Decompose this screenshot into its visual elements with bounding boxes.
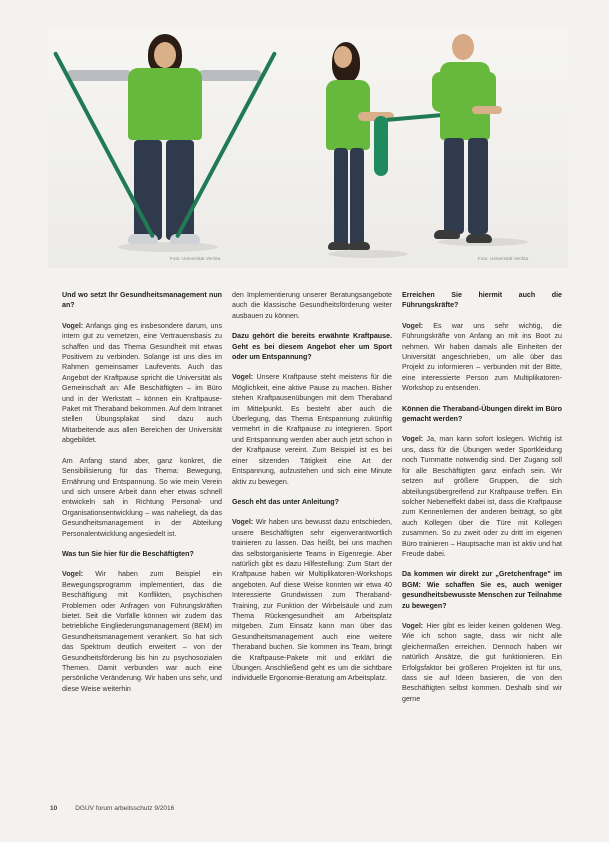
answer-text: Wir haben uns bewusst dazu entschieden, unsere Beschäftigten sehr eigenverantwortlich trainieren zu lassen. Das heißt, bei uns machen das selbstorganisierte Teams in Eigenregie. Aber natürlich gibt es dazu Hilfestellung: Zum Start der Kraftpause haben wir Multiplikatoren-Workshops angeboten. Auf diese Weise konnten wir etwa 40 Interessierte Grundwissen zum Theraband-Training, zur Funktion der Wirbelsäule und zum Thema Rückengesundheit am Arbeitsplatz mitgeben. Zum Einsatz kann man über das Gesundheitsmanagement auch eine weitere Theraband buchen. Sie kommen ins Team, bringt die Kraftpause-Pakete mit und erklärt die Übungen. Anschließend geht es um die sichtbare individuelle Ergonomie-Beratung am Arbeitsplatz.	[232, 518, 392, 683]
text-column-2	[232, 290, 392, 694]
speaker-label: Vogel:	[232, 373, 254, 382]
answer	[232, 372, 392, 486]
speaker-label: Vogel:	[62, 570, 84, 579]
answer-text: Hier gibt es leider keinen goldenen Weg. Wie ich schon sagte, dass wir nicht alle gleichermaßen erreichen. Dennoch haben wir natürlich Ansätze, die gut funktionieren. Ein Erfolgsfaktor bei größeren Projekten ist für uns, dass sie auf Ideen basieren, die von den Beschäftigten selbst kommen. Deshalb sind wir gerne	[402, 621, 562, 703]
page-footer	[50, 805, 174, 812]
speaker-label: Vogel:	[402, 321, 424, 330]
answer-text: Es war uns sehr wichtig, die Führungskräfte von Anfang an mit ins Boot zu nehmen. Wir haben damals alle Einheiten der Universität angeschrieben, um alle über das Projekt zu informieren – verbunden mit der Bitte, eine interessierte Person zum Multiplikatoren-Workshop zu entsenden.	[402, 321, 562, 393]
speaker-label: Vogel:	[402, 621, 424, 630]
page-number: 10	[50, 805, 58, 812]
question: Dazu gehört die bereits erwähnte Kraftpause. Geht es bei diesem Angebot eher um Sport oder um Entspannung?	[232, 332, 392, 362]
answer	[232, 517, 392, 684]
woman-figure	[48, 28, 248, 268]
text-column-3	[402, 290, 562, 714]
answer	[402, 621, 562, 704]
answer	[62, 321, 222, 446]
answer-text: Ja, man kann sofort loslegen. Wichtig ist uns, dass für die Übungen weder Sportkleidung noch Turnmatte notwendig sind. Der Zugang soll für alle Beschäftigten ganz einfach sein. Wir setzen auf größere Gruppen, die sich abteilungsübergreifend zur Kraftpause treffen. Ein solcher Nebeneffekt dabei ist, dass die Kraftpause zum Kennenlernen der anderen beiträgt, so gibt auch Kollegen über die Türe mit Kollegen zusammen. So zu zweit oder zu dritt im eigenen Büro trainieren – Hauptsache man ist aktiv und hat Freude dabei.	[402, 435, 562, 558]
answer-text: Unsere Kraftpause steht meistens für die Möglichkeit, eine aktive Pause zu machen. Bisher stehen Kraftpausenübungen mit dem Theraband im Mittelpunkt. Es besteht aber auch die Überlegung, das Thema Entspannung zukünftig vermehrt in die Kraftpause zu integrieren. Sport und Entspannung werden aber auch jetzt schon in der Kraftpause vereint. Zum Beispiel ist es bei einer sitzenden Tätigkeit eine Art der Entspannung, aufzustehen und sich eine Minute aktiv zu bewegen.	[232, 373, 392, 486]
speaker-label: Vogel:	[62, 321, 84, 330]
answer-text: Anfangs ging es insbesondere darum, uns intern gut zu vernetzen, eine Vertrauensbasis zu schaffen und das Thema Gesundheit mit etwas Positivem zu verbinden. Solange ist uns dies im Rahmen gemeinsamer Laufevents. Auch das Angebot der Kraftpause spricht die Universität als Gemeinschaft an: Alle Beschäftigten – im Büro und in der Werkstatt – können ein Kraftpause-Paket mit Theraband bekommen. Auf dem Intranet stellen Übungsplakat sind dazu auch Mitarbeitende aus allen Bereichen der Universität abgebildet.	[62, 321, 222, 445]
question: Da kommen wir direkt zur „Gretchenfrage" im BGM: Wie schaffen Sie es, auch weniger gesundheitsbewusste Menschen zur Teilnahme zu bewegen?	[402, 570, 562, 610]
speaker-label: Vogel:	[232, 518, 254, 527]
answer	[62, 569, 222, 694]
question: Und wo setzt Ihr Gesundheitsmanagement nun an?	[62, 291, 222, 310]
pair-figure	[308, 28, 568, 268]
question: Können die Theraband-Übungen direkt im Büro gemacht werden?	[402, 404, 563, 424]
answer-text: Wir haben zum Beispiel ein Bewegungsprogramm implementiert, das die Beschäftigung mit Konflikten, psychischen Problemen oder Anfragen von Führungskräften bietet. Seit die Vorfälle können wir zudem das betriebliche Eingliederungsmanagement (BEM) im Gesundheitsmanagement verankert. So hat sich das Spektrum deutlich erweitert – von der Gesundheitsförderung bis hin zu psychosozialen Themen. Damit verbunden war auch eine persönliche Veränderung. Wir haben uns sehr, und diese Weise weiterhin	[62, 570, 222, 693]
photo-caption-left: Foto: Universität Vechta	[170, 256, 221, 261]
text-column-1	[62, 290, 222, 704]
publication-name: DGUV forum arbeitsschutz 9/2016	[75, 805, 175, 812]
photo-caption-right: Foto: Universität Vechta	[478, 256, 529, 261]
paragraph: den Implementierung unserer Beratungsangebote auch die klassische Gesundheitsförderung weiter ausbauen zu können.	[232, 291, 392, 320]
question: Was tun Sie hier für die Beschäftigten?	[62, 549, 194, 558]
question: Erreichen Sie hiermit auch die Führungskräfte?	[402, 291, 562, 310]
question: Gesch eht das unter Anleitung?	[232, 497, 339, 506]
answer	[402, 434, 562, 559]
answer	[402, 321, 562, 394]
photo-exercise	[48, 28, 568, 268]
speaker-label: Vogel:	[402, 435, 424, 444]
paragraph: Am Anfang stand aber, ganz konkret, die Sensibilisierung für das Thema: Bewegung, Ernährung und Entspannung. So wie mein Verein und sich unsere Arbeit dann eher etwas schnell entwickeln sah in Richtung Personal- und Organisationsentwicklung – was naheliegt, da das Gesundheitsmanagement in der Abteilung Personalentwicklung angesiedelt ist.	[62, 456, 222, 538]
